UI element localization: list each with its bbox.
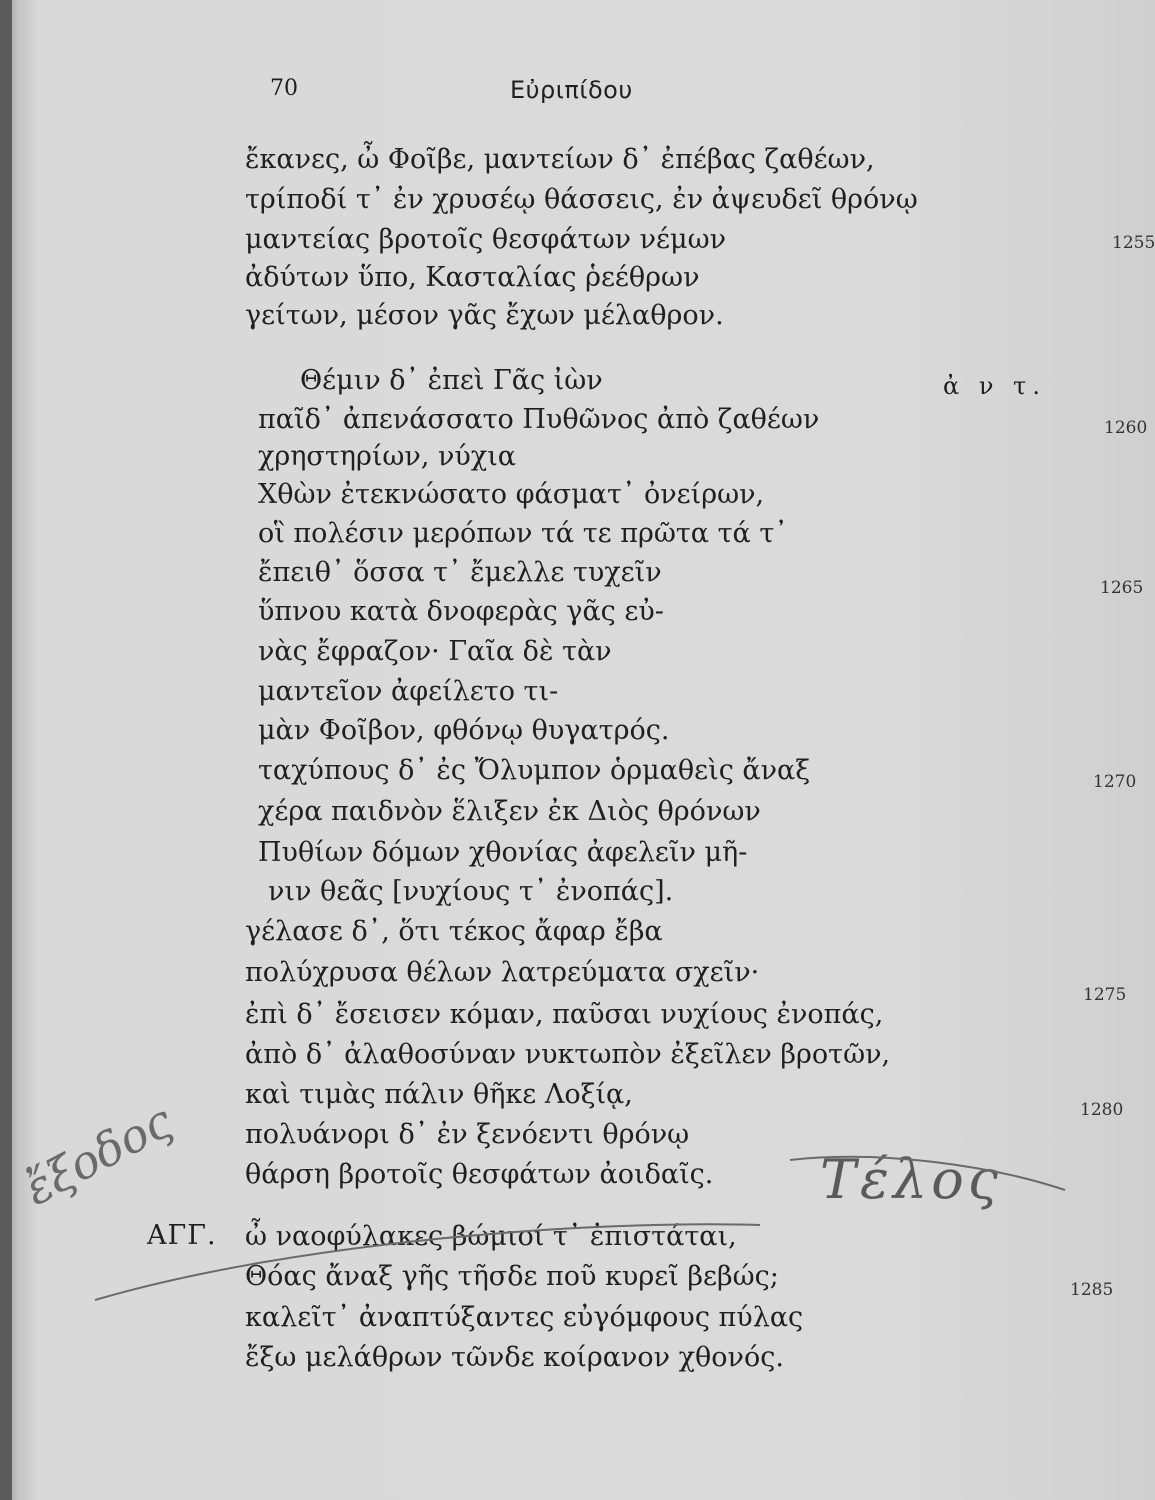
verse-line: ἔπειθ᾽ ὅσσα τ᾽ ἔμελλε τυχεῖν [258, 557, 662, 588]
verse-line: μὰν Φοῖβον, φθόνῳ θυγατρός. [258, 715, 670, 746]
line-number: 1270 [1093, 772, 1137, 792]
verse-line: ἔκανες, ὦ Φοῖβε, μαντείων δ᾽ ἐπέβας ζαθέων, [245, 144, 875, 175]
verse-line: οἳ πολέσιν μερόπων τά τε πρῶτα τά τ᾽ [258, 518, 788, 549]
verse-line: μαντεῖον ἀφείλετο τι- [258, 676, 559, 707]
line-number: 1255 [1112, 233, 1155, 253]
verse-line: ἀπὸ δ᾽ ἀλαθοσύναν νυκτωπὸν ἐξεῖλεν βροτῶν, [245, 1039, 891, 1070]
handwritten-telos-note: Τέλος [820, 1148, 1002, 1211]
verse-line: ταχύπους δ᾽ ἐς Ὄλυμπον ὁρμαθεὶς ἄναξ [258, 755, 811, 786]
verse-line: νὰς ἔφραζον· Γαῖα δὲ τὰν [258, 636, 612, 667]
line-number: 1280 [1080, 1100, 1124, 1120]
verse-line: μαντείας βροτοῖς θεσφάτων νέμων [245, 224, 727, 255]
verse-line: χέρα παιδνὸν ἕλιξεν ἐκ Διὸς θρόνων [258, 796, 761, 827]
line-number: 1285 [1070, 1280, 1114, 1300]
verse-line: Θόας ἄναξ γῆς τῆσδε ποῦ κυρεῖ βεβώς; [245, 1261, 779, 1292]
verse-line: τρίποδί τ᾽ ἐν χρυσέῳ θάσσεις, ἐν ἀψευδεῖ θρόνῳ [245, 184, 918, 215]
verse-line: πολυάνορι δ᾽ ἐν ξενόεντι θρόνῳ [245, 1119, 690, 1150]
speaker-label: ΑΓΓ. [147, 1220, 217, 1251]
page-binding-shadow [0, 0, 12, 1500]
line-number: 1275 [1083, 985, 1127, 1005]
handwritten-exodos-note: ἔξοδος [15, 1093, 181, 1216]
verse-line: ὦ ναοφύλακες βώμιοί τ᾽ ἐπιστάται, [245, 1221, 737, 1252]
verse-line: ἔξω μελάθρων τῶνδε κοίρανον χθονός. [245, 1342, 784, 1373]
verse-line: ὕπνου κατὰ δνοφερὰς γᾶς εὐ- [258, 596, 664, 627]
verse-line: θάρση βροτοῖς θεσφάτων ἀοιδαῖς. [245, 1159, 714, 1190]
verse-line: Πυθίων δόμων χθονίας ἀφελεῖν μῆ- [258, 837, 748, 868]
line-number: 1265 [1100, 578, 1144, 598]
verse-line: γείτων, μέσον γᾶς ἔχων μέλαθρον. [245, 300, 724, 331]
verse-line: ἐπὶ δ᾽ ἔσεισεν κόμαν, παῦσαι νυχίους ἐνοπάς, [245, 999, 884, 1030]
verse-line: καλεῖτ᾽ ἀναπτύξαντες εὐγόμφους πύλας [245, 1302, 804, 1333]
verse-line: Θέμιν δ᾽ ἐπεὶ Γᾶς ἰὼν [300, 365, 603, 396]
verse-line: ἀδύτων ὕπο, Κασταλίας ῥεέθρων [245, 262, 700, 293]
line-number: 1260 [1104, 418, 1148, 438]
verse-line: πολύχρυσα θέλων λατρεύματα σχεῖν· [245, 957, 760, 988]
verse-line: Χθὼν ἐτεκνώσατο φάσματ᾽ ὀνείρων, [258, 479, 765, 510]
verse-line: γέλασε δ᾽, ὅτι τέκος ἄφαρ ἔβα [245, 916, 663, 947]
antistrophe-mark: ἀ ν τ. [943, 372, 1046, 400]
verse-line: χρηστηρίων, νύχια [258, 441, 517, 472]
running-head [270, 76, 970, 116]
page-number: 70 [270, 76, 298, 101]
page-title: Εὐριπίδου [510, 76, 633, 104]
verse-line: καὶ τιμὰς πάλιν θῆκε Λοξίᾳ, [245, 1079, 633, 1110]
verse-line: νιν θεᾶς [νυχίους τ᾽ ἐνοπάς]. [268, 876, 674, 907]
verse-line: παῖδ᾽ ἀπενάσσατο Πυθῶνος ἀπὸ ζαθέων [258, 404, 820, 435]
